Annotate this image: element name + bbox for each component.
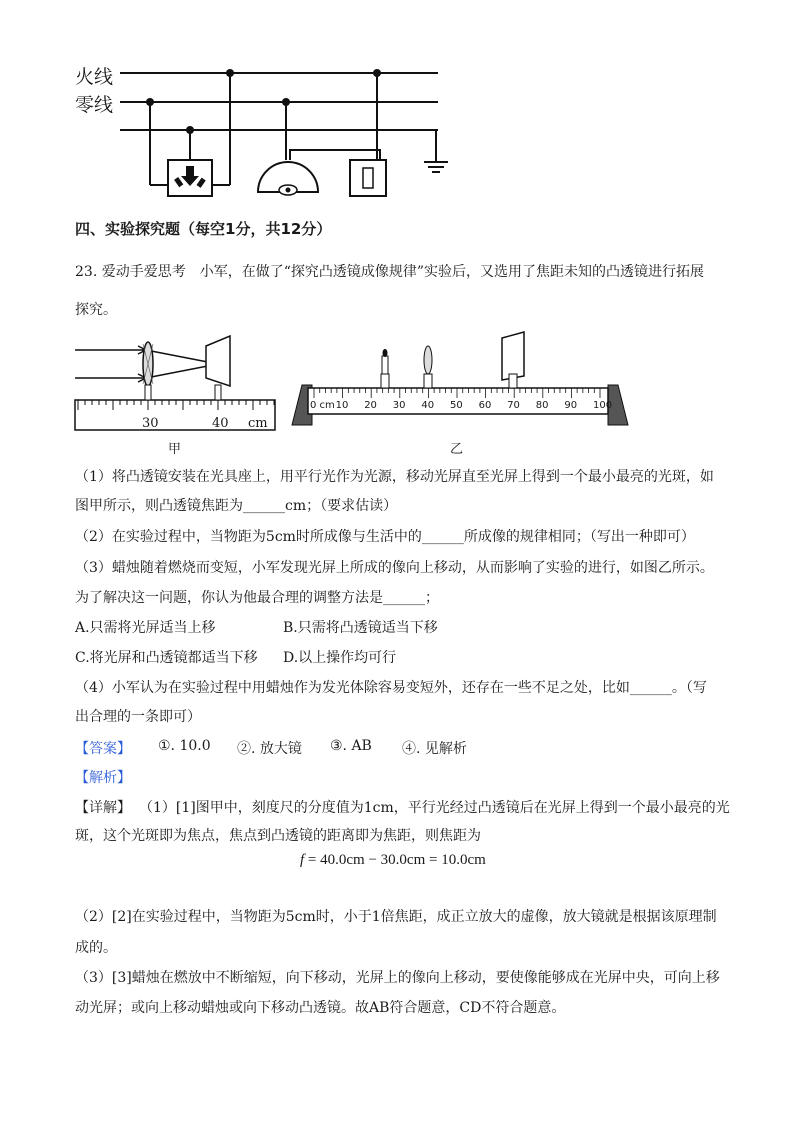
ruler-tick-label: 0 cm	[310, 400, 335, 411]
ruler-tick-label: 80	[535, 400, 549, 411]
ruler-tick-label: 100	[593, 400, 613, 411]
section-heading: 四、实验探究题（每空1分，共12分）	[75, 220, 332, 238]
option-b: B.只需将凸透镜适当下移	[283, 620, 438, 636]
answer-item-1: ①. 10.0	[158, 738, 211, 754]
focal-length-formula	[300, 852, 486, 869]
circuit-wiring	[0, 0, 460, 200]
convex-lens-icon	[424, 346, 432, 388]
figure-jia-caption: 甲	[168, 442, 182, 457]
q3-line2: 为了解决这一问题，你认为他最合理的调整方法是______；	[75, 590, 439, 606]
screen-icon	[502, 332, 524, 388]
option-c: C.将光屏和凸透镜都适当下移	[75, 650, 258, 666]
q1-line1: （1）将凸透镜安装在光具座上，用平行光作为光源，移动光屏直至光屏上得到一个最小最亮的光斑，如	[75, 469, 714, 485]
ruler-tick-label: 40	[421, 400, 435, 411]
neutral-wire-label: 零线	[75, 94, 114, 116]
socket-icon	[168, 160, 212, 196]
option-d: D.以上操作均可行	[283, 650, 397, 666]
analysis-p3-line2: 动光屏；或向上移动蜡烛或向下移动凸透镜。故AB符合题意，CD不符合题意。	[75, 1000, 566, 1016]
formula-variable: f	[300, 852, 305, 868]
lamp-icon	[258, 162, 318, 195]
q2-text: （2）在实验过程中，当物距为5cm时所成像与生活中的______所成像的规律相同；（写出一种即可）	[75, 529, 695, 545]
figure-jia	[70, 330, 280, 460]
ruler-unit: cm	[248, 416, 268, 431]
candle-icon	[381, 349, 389, 388]
junction-dot	[146, 98, 154, 106]
question-intro-line1: 23. 爱动手爱思考 小军，在做了“探究凸透镜成像规律”实验后，又选用了焦距未知的凸透镜进行拓展	[75, 264, 705, 280]
screen-icon	[206, 336, 230, 386]
ruler-tick-label: 30	[392, 400, 406, 411]
answer-item-2: ②. 放大镜	[237, 741, 302, 757]
detail-label: 【详解】	[75, 800, 131, 816]
formula-expression: = 40.0cm − 30.0cm = 10.0cm	[304, 852, 486, 868]
q4-line2: 出合理的一条即可）	[75, 709, 201, 725]
analysis-p2-line1: （2）[2]在实验过程中，当物距为5cm时，小于1倍焦距，成正立放大的虚像，放大镜就是根据该原理制	[75, 909, 717, 925]
figure-yi	[290, 330, 635, 460]
answer-item-3: ③. AB	[330, 738, 372, 754]
ruler-label-30: 30	[142, 416, 159, 431]
analysis-p2-line2: 成的。	[75, 940, 117, 956]
q3-line1: （3）蜡烛随着燃烧而变短，小军发现光屏上所成的像向上移动，从而影响了实验的进行，如图乙所示。	[75, 560, 714, 576]
circuit-diagram	[0, 0, 460, 200]
junction-dot	[282, 98, 290, 106]
ruler-tick-label: 60	[478, 400, 492, 411]
ruler-tick-label: 70	[507, 400, 520, 411]
switch-icon	[350, 160, 386, 196]
junction-dot	[373, 69, 381, 77]
answer-item-4: ④. 见解析	[402, 741, 467, 757]
analysis-p1-line1: （1）[1]图甲中，刻度尺的分度值为1cm，平行光经过凸透镜后在光屏上得到一个最小最亮的光	[139, 800, 730, 816]
ruler-tick-label: 10	[335, 400, 349, 411]
ruler-tick-label: 50	[450, 400, 463, 411]
q1-line2: 图甲所示，则凸透镜焦距为______cm；（要求估读）	[75, 498, 398, 514]
live-wire-label: 火线	[75, 66, 114, 88]
q4-line1: （4）小军认为在实验过程中用蜡烛作为发光体除容易变短外，还存在一些不足之处，比如______。（写	[75, 680, 707, 696]
junction-dot	[186, 126, 194, 134]
analysis-p3-line1: （3）[3]蜡烛在燃放中不断缩短，向下移动，光屏上的像向上移动，要使像能够成在光屏中央，可向上移	[75, 970, 720, 986]
analysis-p1-line2: 斑，这个光斑即为焦点，焦点到凸透镜的距离即为焦距，则焦距为	[75, 828, 481, 844]
junction-dot	[226, 69, 234, 77]
figure-yi-caption: 乙	[450, 442, 464, 457]
answer-label: 【答案】	[75, 741, 131, 757]
ruler-tick-label: 20	[364, 400, 377, 411]
ruler-tick-label: 90	[564, 400, 578, 411]
analysis-label: 【解析】	[75, 770, 131, 786]
ruler-label-40: 40	[212, 416, 229, 431]
question-intro-line2: 探究。	[75, 302, 117, 318]
ground-icon	[424, 162, 448, 172]
option-a: A.只需将光屏适当上移	[75, 620, 216, 636]
